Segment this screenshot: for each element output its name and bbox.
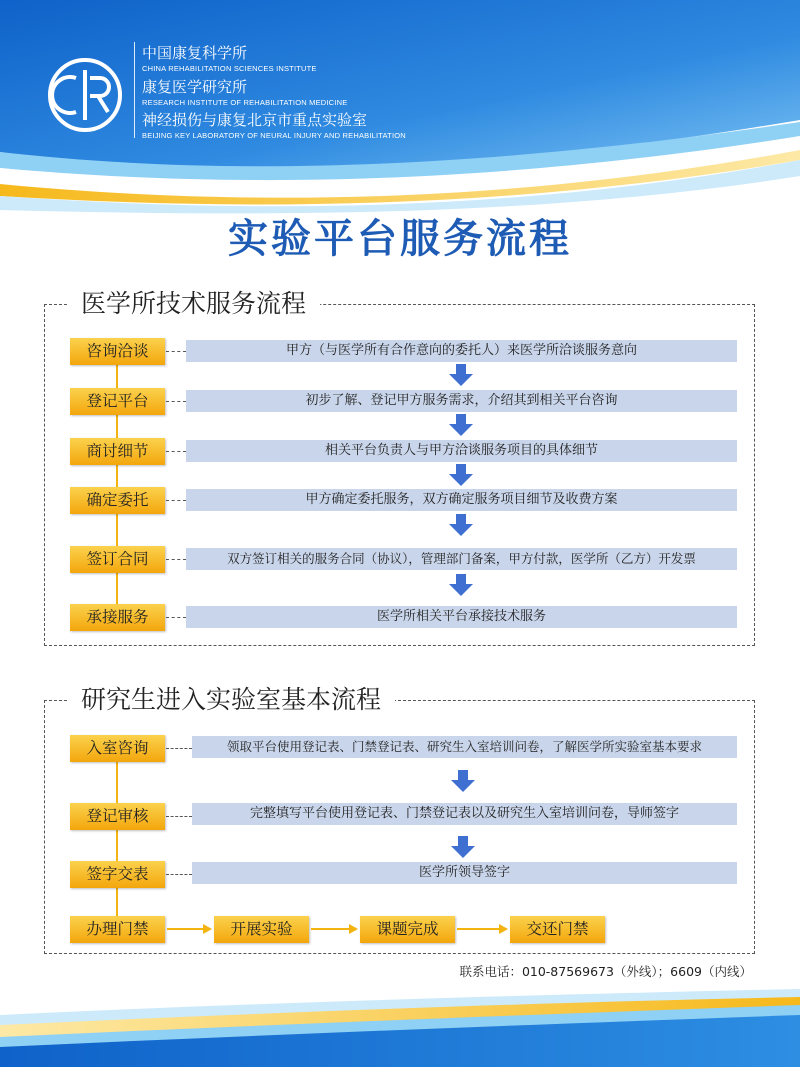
step-connector (166, 401, 186, 402)
step-sign-contract: 签订合同 (70, 546, 165, 573)
step-description: 初步了解、登记甲方服务需求，介绍其到相关平台咨询 (186, 390, 737, 412)
step-description: 医学所领导签字 (192, 862, 737, 884)
arrow-down-icon (448, 464, 474, 486)
org-name-en-2: RESEARCH INSTITUTE OF REHABILITATION MEDICINE (142, 98, 348, 107)
arrow-right-icon (167, 922, 213, 936)
step-connector (166, 351, 186, 352)
arrow-down-icon (448, 414, 474, 436)
step-connector (166, 617, 186, 618)
step-description: 相关平台负责人与甲方洽谈服务项目的具体细节 (186, 440, 737, 462)
step-connector-line (116, 760, 118, 920)
section-title: 研究生进入实验室基本流程 (67, 683, 395, 717)
csr-logo-icon (46, 56, 124, 134)
step-entry-consultation: 入室咨询 (70, 735, 165, 762)
step-discuss-details: 商讨细节 (70, 438, 165, 465)
step-registration-review: 登记审核 (70, 803, 165, 830)
arrow-right-icon (457, 922, 509, 936)
step-sign-submit: 签字交表 (70, 861, 165, 888)
org-name-cn-2: 康复医学研究所 (142, 78, 248, 96)
arrow-down-icon (450, 836, 476, 858)
step-connector (166, 816, 192, 817)
step-connector (166, 748, 192, 749)
step-description: 完整填写平台使用登记表、门禁登记表以及研究生入室培训问卷，导师签字 (192, 803, 737, 825)
step-connector (166, 451, 186, 452)
step-return-access-card: 交还门禁 (510, 916, 605, 943)
step-connector (166, 874, 192, 875)
step-connector (166, 559, 186, 560)
step-description: 领取平台使用登记表、门禁登记表、研究生入室培训问卷，了解医学所实验室基本要求 (192, 736, 737, 758)
step-connector (166, 500, 186, 501)
page-title: 实验平台服务流程 (228, 216, 572, 262)
org-name-en-1: CHINA REHABILITATION SCIENCES INSTITUTE (142, 64, 317, 73)
contact-phone: 联系电话：010-87569673（外线）；6609（内线） (459, 964, 752, 979)
org-name-en-3: BEIJING KEY LABORATORY OF NEURAL INJURY AND REHABILITATION (142, 131, 406, 140)
step-start-experiment: 开展实验 (214, 916, 309, 943)
arrow-down-icon (448, 574, 474, 596)
org-name-cn-1: 中国康复科学所 (142, 44, 248, 62)
arrow-down-icon (448, 364, 474, 386)
step-register: 登记平台 (70, 388, 165, 415)
step-access-card: 办理门禁 (70, 916, 165, 943)
step-description: 甲方确定委托服务，双方确定服务项目细节及收费方案 (186, 489, 737, 511)
logo-divider (134, 42, 135, 138)
arrow-right-icon (311, 922, 359, 936)
arrow-down-icon (450, 770, 476, 792)
step-description: 双方签订相关的服务合同（协议），管理部门备案，甲方付款，医学所（乙方）开发票 (186, 548, 737, 570)
footer-banner (0, 985, 800, 1067)
step-undertake-service: 承接服务 (70, 604, 165, 631)
org-name-cn-3: 神经损伤与康复北京市重点实验室 (142, 111, 368, 129)
section-title: 医学所技术服务流程 (67, 287, 320, 321)
step-consultation: 咨询洽谈 (70, 338, 165, 365)
step-project-complete: 课题完成 (360, 916, 455, 943)
arrow-down-icon (448, 514, 474, 536)
step-description: 甲方（与医学所有合作意向的委托人）来医学所洽谈服务意向 (186, 340, 737, 362)
step-description: 医学所相关平台承接技术服务 (186, 606, 737, 628)
step-confirm-commission: 确定委托 (70, 487, 165, 514)
